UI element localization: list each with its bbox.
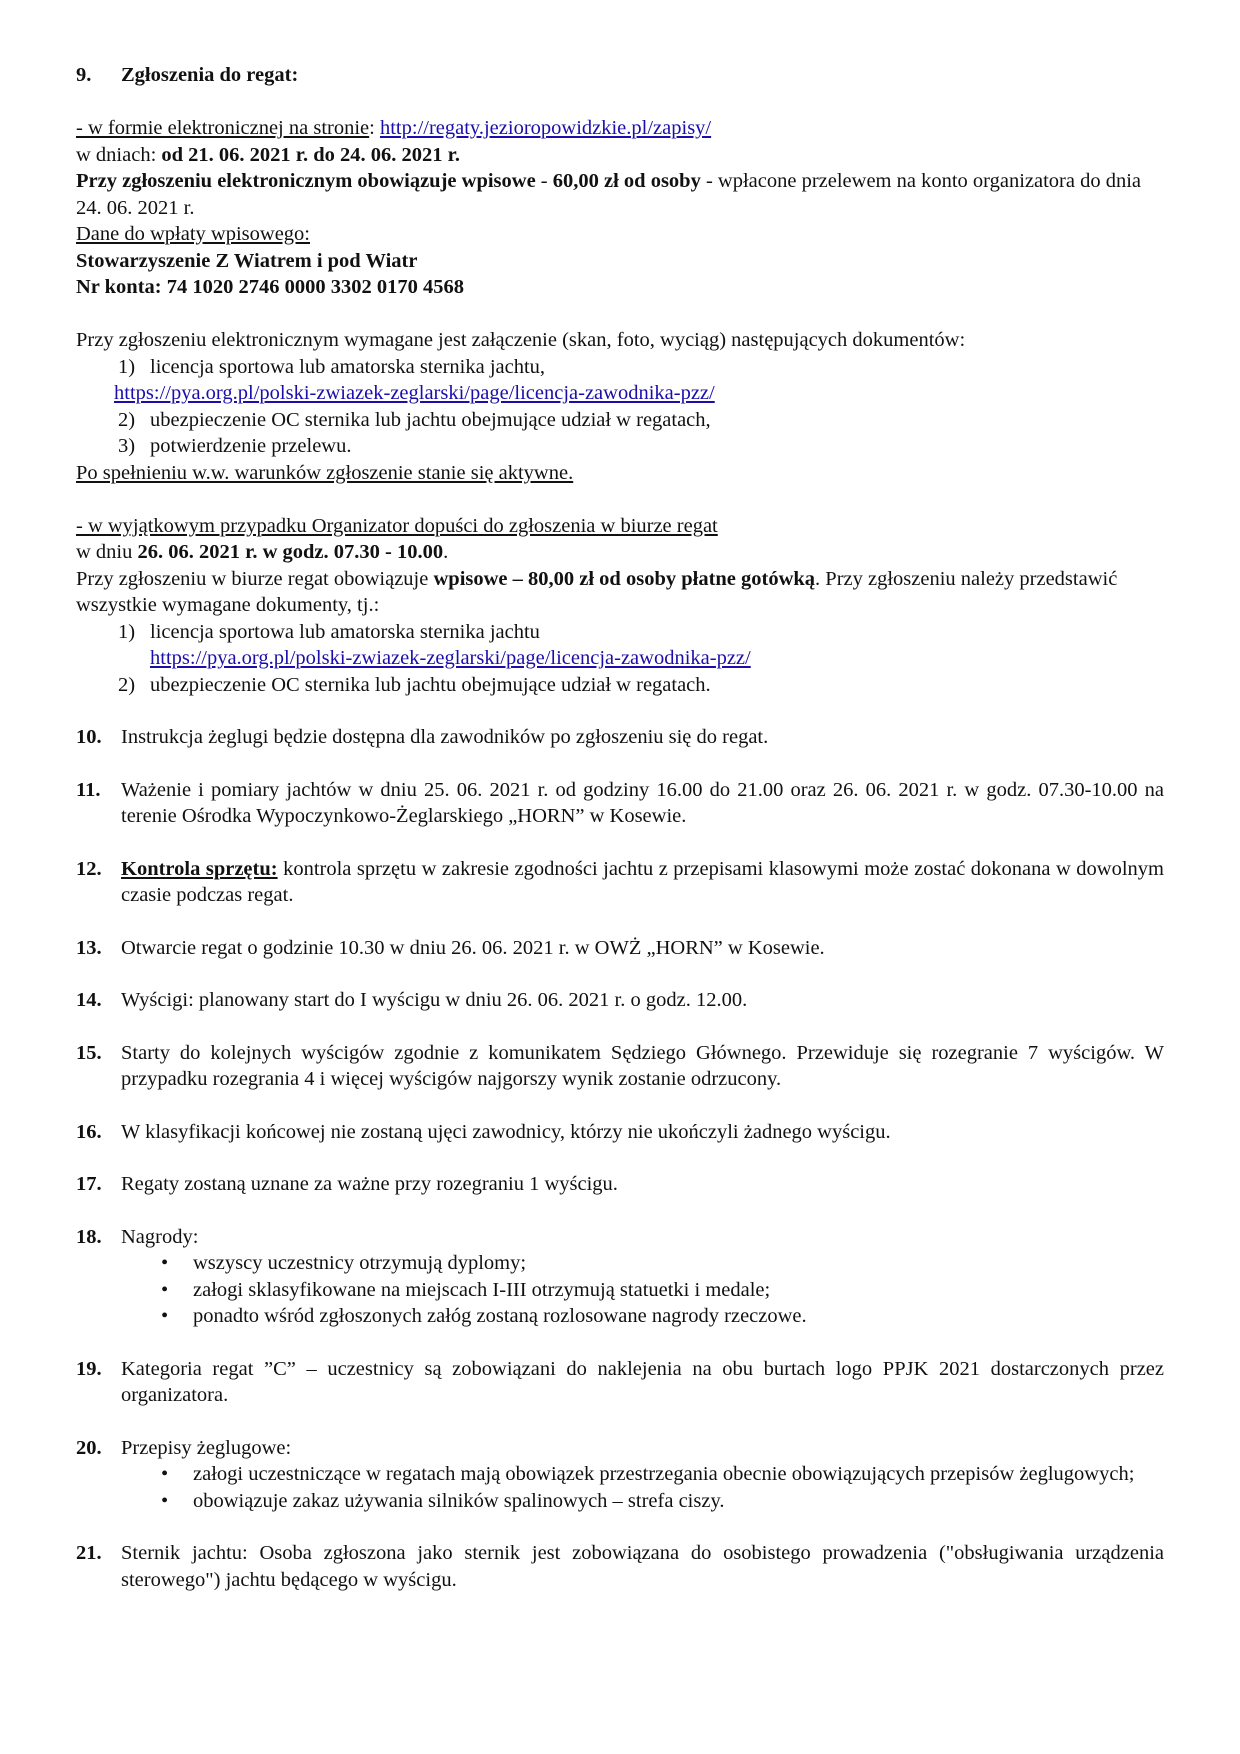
association-name: Stowarzyszenie Z Wiatrem i pod Wiatr (76, 249, 418, 272)
activation-note: Po spełnieniu w.w. warunków zgłoszenie stanie się aktywne. (76, 461, 574, 484)
bullet-icon: • (161, 1463, 169, 1485)
office-registration-intro: - w wyjątkowym przypadku Organizator dopuści do zgłoszenia w biurze regat (76, 514, 718, 537)
list-item: • załogi sklasyfikowane na miejscach I-III otrzymują statuetki i medale; (161, 1277, 1164, 1304)
list-item: • wszyscy uczestnicy otrzymują dyplomy; (161, 1250, 1164, 1277)
section-9-heading (76, 62, 1164, 89)
section-17: 17. Regaty zostaną uznane za ważne przy rozegraniu 1 wyścigu. (76, 1173, 618, 1195)
section-11: 11. Ważenie i pomiary jachtów w dniu 25. 06. 2021 r. od godziny 16.00 do 21.00 oraz 26. 06. 2021 r. w godz. 07.30-10.00 na terenie Ośrodka Wypoczynkowo-Żeglarskiego „HORN” w Kosewie. (76, 778, 1164, 827)
bullet-icon: • (161, 1305, 169, 1327)
list-item: 3) potwierdzenie przelewu. (118, 435, 352, 457)
license-link[interactable]: https://pya.org.pl/polski-zwiazek-zeglarski/page/licencja-zawodnika-pzz/ (150, 647, 751, 669)
bullet-icon: • (161, 1252, 169, 1274)
section-12: 12. Kontrola sprzętu: kontrola sprzętu w zakresie zgodności jachtu z przepisami klasowymi może zostać dokonana w dowolnym czasie podczas regat. (76, 857, 1164, 906)
list-item: • ponadto wśród zgłoszonych załóg zostaną rozlosowane nagrody rzeczowe. (161, 1303, 1164, 1330)
electronic-intro: - w formie elektronicznej na stronie (76, 117, 370, 139)
registration-link[interactable]: http://regaty.jezioropowidzkie.pl/zapisy/ (379, 117, 712, 139)
payment-header: Dane do wpłaty wpisowego: (76, 223, 310, 245)
list-item: 1) licencja sportowa lub amatorska sternika jachtu (118, 620, 540, 643)
section-18: 18. Nagrody: (76, 1225, 199, 1248)
section-10: 10. Instrukcja żeglugi będzie dostępna dla zawodników po zgłoszeniu się do regat. (76, 726, 769, 748)
list-item: 2) ubezpieczenie OC sternika lub jachtu obejmujące udział w regatach, (118, 408, 711, 431)
section-14: 14. Wyścigi: planowany start do I wyścigu w dniu 26. 06. 2021 r. o godz. 12.00. (76, 989, 748, 1011)
documents-intro: Przy zgłoszeniu elektronicznym wymagane jest załączenie (skan, foto, wyciąg) następujących dokumentów: (76, 329, 966, 351)
list-item: 1) licencja sportowa lub amatorska sternika jachtu, (118, 355, 546, 378)
section-21: 21. Sternik jachtu: Osoba zgłoszona jako sternik jest zobowiązana do osobistego prowadzenia ("obsługiwania urządzenia sterowego") jachtu będącego w wyścigu. (76, 1542, 1164, 1591)
documents-list (114, 354, 1164, 460)
list-item: • obowiązuje zakaz używania silników spalinowych – strefa ciszy. (161, 1488, 1164, 1515)
office-fee: Przy zgłoszeniu w biurze regat obowiązuje wpisowe – 80,00 zł od osoby płatne gotówką. Przy zgłoszeniu należy przedstawić wszystkie wymagane dokumenty, tj.: (76, 567, 1118, 616)
section-13: 13. Otwarcie regat o godzinie 10.30 w dniu 26. 06. 2021 r. w OWŻ „HORN” w Kosewie. (76, 936, 825, 959)
section-19: 19. Kategoria regat ”C” – uczestnicy są zobowiązani do naklejenia na obu burtach logo PPJK 2021 dostarczonych przez organizatora. (76, 1357, 1164, 1406)
license-link[interactable]: https://pya.org.pl/polski-zwiazek-zeglarski/page/licencja-zawodnika-pzz/ (114, 382, 715, 404)
registration-dates: w dniach: od 21. 06. 2021 r. do 24. 06. 2021 r. (76, 143, 461, 166)
section-title: Zgłoszenia do regat: (121, 64, 299, 86)
section-20: 20. Przepisy żeglugowe: (76, 1436, 292, 1459)
list-item: 2) ubezpieczenie OC sternika lub jachtu obejmujące udział w regatach. (118, 673, 711, 696)
list-item: • załogi uczestniczące w regatach mają obowiązek przestrzegania obecnie obowiązujących przepisów żeglugowych; (161, 1461, 1164, 1488)
bullet-icon: • (161, 1278, 169, 1301)
prizes-list (161, 1250, 1164, 1330)
bullet-icon: • (161, 1489, 169, 1512)
equipment-control-label: Kontrola sprzętu: (121, 857, 278, 880)
section-15: 15. Starty do kolejnych wyścigów zgodnie z komunikatem Sędziego Głównego. Przewiduje się rozegranie 7 wyścigów. W przypadku rozegrania 4 i więcej wyścigów najgorszy wynik zostanie odrzucony. (76, 1041, 1164, 1090)
account-number: Nr konta: 74 1020 2746 0000 3302 0170 4568 (76, 276, 464, 298)
electronic-fee: Przy zgłoszeniu elektronicznym obowiązuje wpisowe - 60,00 zł od osoby - wpłacone przelewem na konto organizatora do dnia 24. 06. 2021 r. (76, 170, 1142, 219)
office-documents-list (118, 619, 1164, 699)
navigation-rules-list (161, 1461, 1164, 1514)
office-registration-date: w dniu 26. 06. 2021 r. w godz. 07.30 - 10.00. (76, 541, 449, 563)
electronic-registration-line: - w formie elektronicznej na stronie: http://regaty.jezioropowidzkie.pl/zapisy/ (76, 117, 712, 139)
section-number: 9. (76, 64, 92, 86)
section-16: 16. W klasyfikacji końcowej nie zostaną ujęci zawodnicy, którzy nie ukończyli żadnego wyścigu. (76, 1120, 891, 1143)
